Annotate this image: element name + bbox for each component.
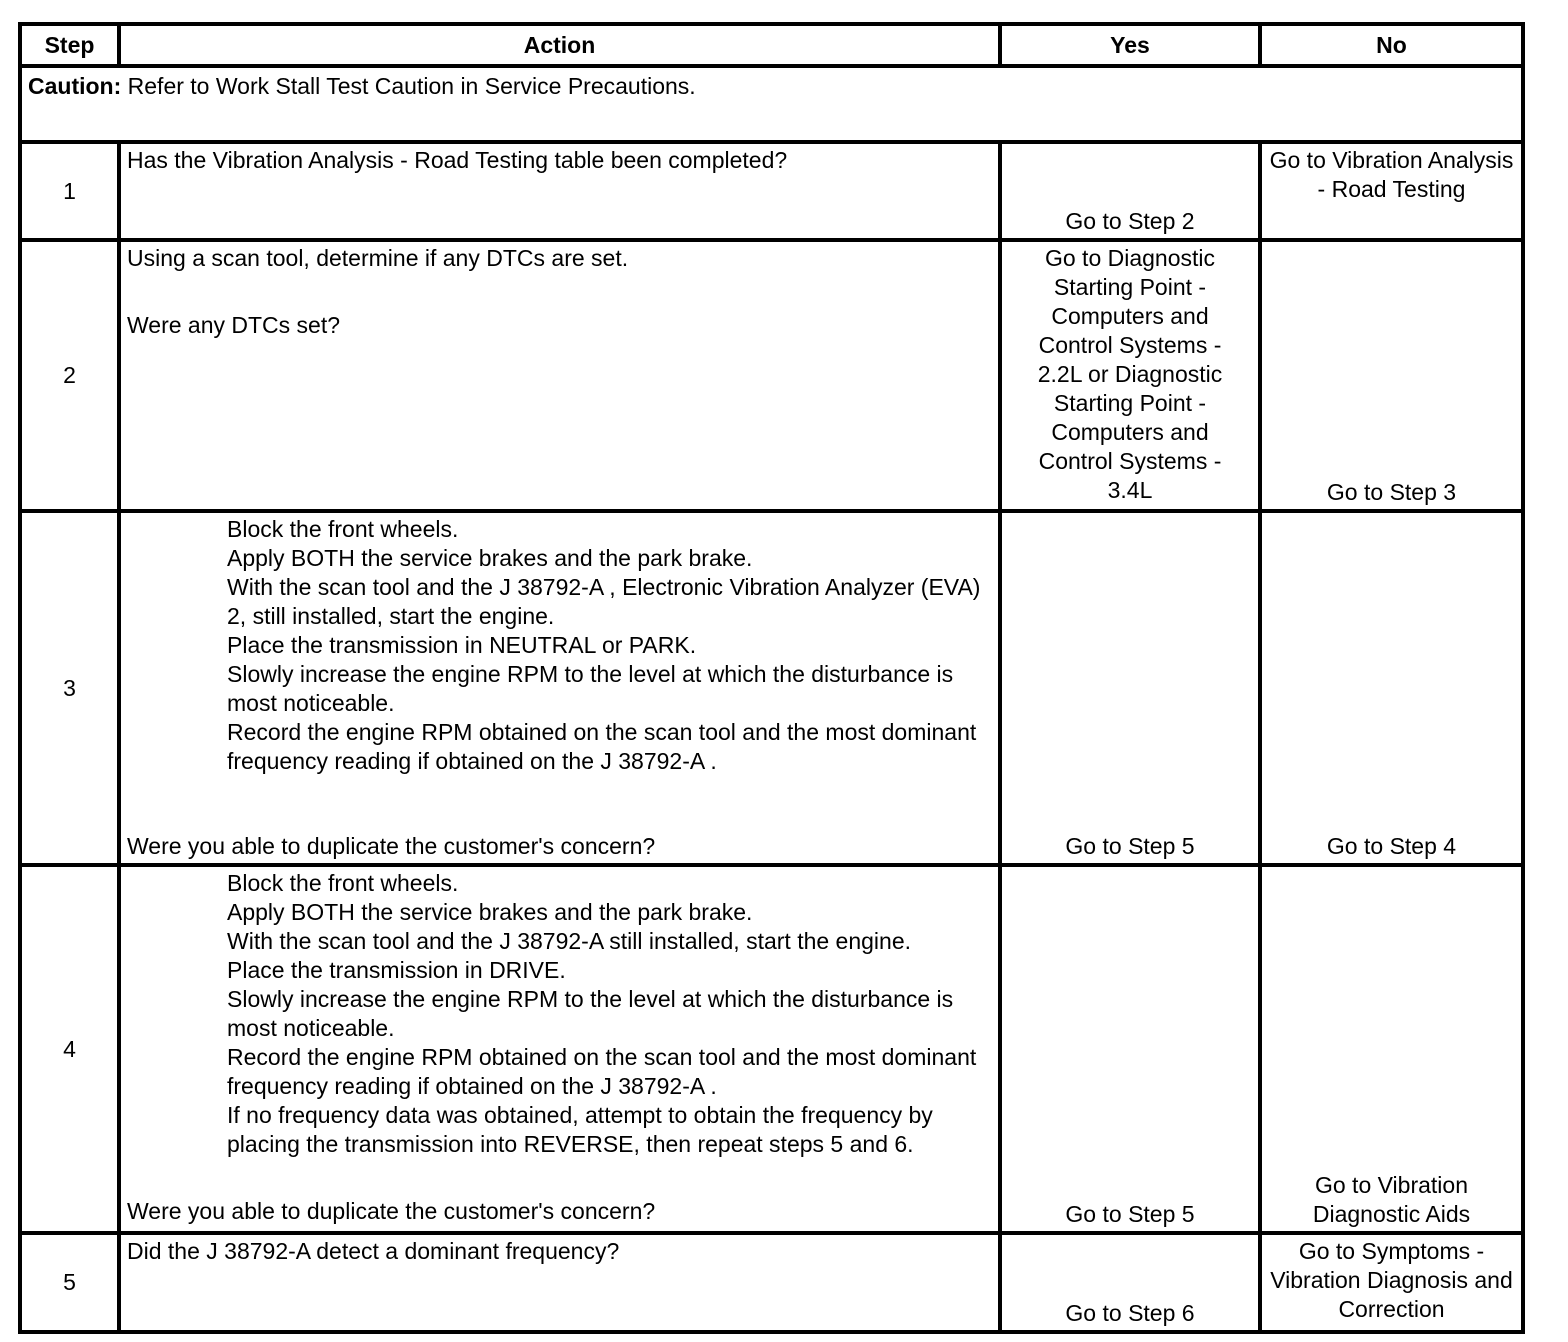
yes-cell[interactable] — [1000, 1233, 1260, 1332]
caution-label: Caution: — [28, 73, 122, 99]
header-yes: Yes — [1000, 24, 1260, 66]
list-item: Apply BOTH the service brakes and the park brake. — [227, 899, 753, 925]
yes-link[interactable]: Go to Step 5 — [1065, 833, 1195, 859]
yes-cell[interactable] — [1000, 240, 1260, 511]
no-link[interactable]: Go to Vibration Analysis - Road Testing — [1269, 147, 1514, 202]
table-row — [20, 865, 1523, 1233]
step-number: 1 — [20, 142, 119, 240]
table-row — [20, 1233, 1523, 1332]
yes-link[interactable]: Go to Step 2 — [1065, 208, 1195, 234]
table-row — [20, 240, 1523, 511]
table-row — [20, 511, 1523, 865]
caution-cell — [20, 66, 1523, 142]
action-question: Were any DTCs set? — [127, 312, 341, 338]
list-item: Block the front wheels. — [227, 870, 459, 896]
header-action: Action — [119, 24, 1000, 66]
list-item: With the scan tool and the J 38792-A , Electronic Vibration Analyzer (EVA) 2, still installed, start the engine. — [227, 574, 981, 629]
list-item: Record the engine RPM obtained on the scan tool and the most dominant frequency reading if obtained on the J 38792-A . — [227, 719, 977, 774]
list-item: Place the transmission in NEUTRAL or PARK. — [227, 632, 697, 658]
header-no: No — [1260, 24, 1523, 66]
action-text: Has the Vibration Analysis - Road Testing table been completed? — [127, 147, 788, 173]
list-item: Place the transmission in DRIVE. — [227, 957, 566, 983]
yes-cell[interactable] — [1000, 142, 1260, 240]
no-cell[interactable] — [1260, 142, 1523, 240]
action-question: Were you able to duplicate the customer's concern? — [127, 1198, 656, 1224]
header-row — [20, 24, 1523, 66]
list-item: Record the engine RPM obtained on the scan tool and the most dominant frequency reading if obtained on the J 38792-A . — [227, 1044, 977, 1099]
action-question: Were you able to duplicate the customer's concern? — [127, 833, 656, 859]
action-cell — [119, 511, 1000, 865]
action-cell — [119, 865, 1000, 1233]
list-item: Slowly increase the engine RPM to the level at which the disturbance is most noticeable. — [227, 661, 954, 716]
list-item: Block the front wheels. — [227, 516, 459, 542]
yes-link[interactable]: Go to Step 6 — [1065, 1300, 1195, 1326]
list-item: With the scan tool and the J 38792-A still installed, start the engine. — [227, 928, 912, 954]
step-number: 2 — [20, 240, 119, 511]
action-list — [127, 515, 992, 776]
action-list — [127, 869, 992, 1159]
list-item: Apply BOTH the service brakes and the park brake. — [227, 545, 753, 571]
caution-text: Refer to Work Stall Test Caution in Service Precautions. — [121, 73, 696, 99]
no-link[interactable]: Go to Symptoms - Vibration Diagnosis and Correction — [1270, 1238, 1513, 1322]
step-number: 3 — [20, 511, 119, 865]
yes-cell[interactable] — [1000, 865, 1260, 1233]
action-text: Using a scan tool, determine if any DTCs are set. — [127, 245, 629, 271]
no-cell[interactable] — [1260, 865, 1523, 1233]
yes-cell[interactable] — [1000, 511, 1260, 865]
no-link[interactable]: Go to Step 4 — [1326, 833, 1457, 859]
action-cell — [119, 240, 1000, 511]
list-item: Slowly increase the engine RPM to the level at which the disturbance is most noticeable. — [227, 986, 954, 1041]
no-cell[interactable] — [1260, 240, 1523, 511]
yes-link[interactable]: Go to Diagnostic Starting Point - Computers and Control Systems - 2.2L or Diagnostic Starting Point - Computers and Control Systems - 3.4L — [1037, 245, 1223, 503]
action-cell — [119, 142, 1000, 240]
no-cell[interactable] — [1260, 1233, 1523, 1332]
table-row — [20, 142, 1523, 240]
step-number: 5 — [20, 1233, 119, 1332]
no-link[interactable]: Go to Step 3 — [1326, 479, 1457, 505]
list-item: If no frequency data was obtained, attempt to obtain the frequency by placing the transmission into REVERSE, then repeat steps 5 and 6. — [227, 1102, 933, 1157]
no-link[interactable]: Go to Vibration Diagnostic Aids — [1312, 1172, 1471, 1227]
caution-row — [20, 66, 1523, 142]
action-text: Did the J 38792-A detect a dominant frequency? — [127, 1238, 620, 1264]
diagnostic-table — [18, 22, 1525, 1334]
step-number: 4 — [20, 865, 119, 1233]
header-step: Step — [20, 24, 119, 66]
yes-link[interactable]: Go to Step 5 — [1065, 1201, 1195, 1227]
no-cell[interactable] — [1260, 511, 1523, 865]
action-cell — [119, 1233, 1000, 1332]
